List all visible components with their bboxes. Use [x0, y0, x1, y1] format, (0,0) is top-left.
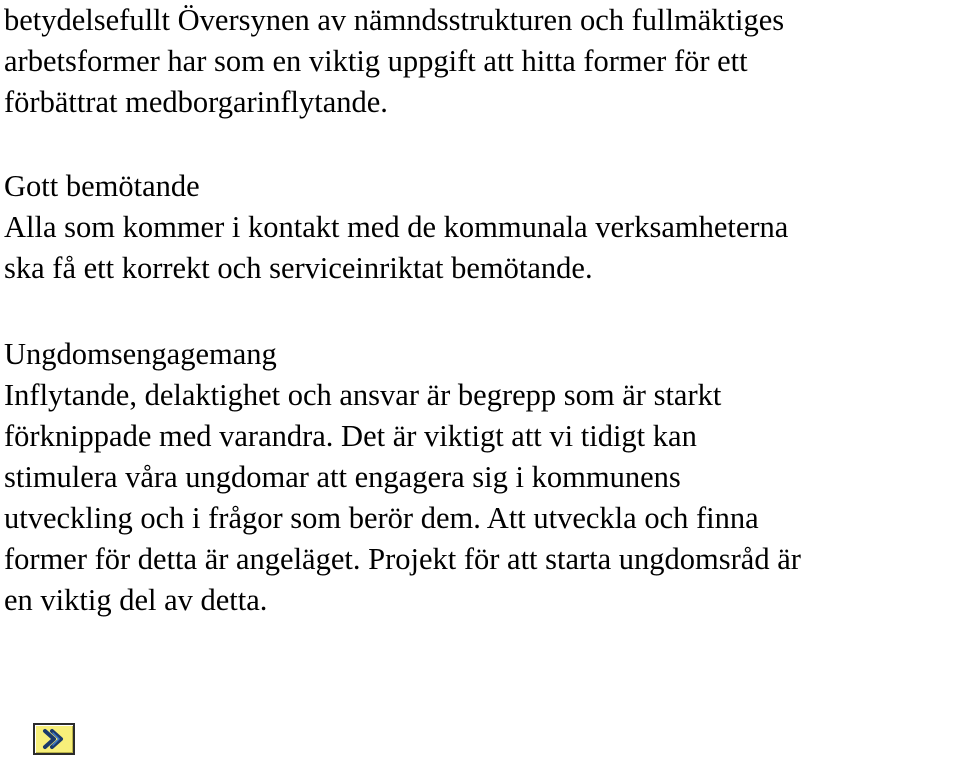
section-text-line: former för detta är angeläget. Projekt för att starta ungdomsråd är: [4, 542, 801, 576]
section-heading: Gott bemötande: [4, 169, 200, 203]
section-text-line: stimulera våra ungdomar att engagera sig i kommunens: [4, 460, 681, 494]
section-text-line: utveckling och i frågor som berör dem. Att utveckla och finna: [4, 501, 759, 535]
document-body: [4, 0, 960, 621]
section-text-line: förknippade med varandra. Det är viktigt att vi tidigt kan: [4, 419, 697, 453]
paragraph-spacer: [4, 123, 960, 166]
next-page-button[interactable]: [33, 723, 75, 755]
intro-line: arbetsformer har som en viktig uppgift att hitta former för ett: [4, 44, 748, 78]
next-arrow-icon: [41, 728, 67, 750]
section-heading: Ungdomsengagemang: [4, 337, 277, 371]
section-text-line: Alla som kommer i kontakt med de kommunala verksamheterna: [4, 210, 789, 244]
paragraph-spacer: [4, 289, 960, 334]
intro-line: förbättrat medborgarinflytande.: [4, 85, 388, 119]
section-text-line: en viktig del av detta.: [4, 583, 268, 617]
section-text-line: ska få ett korrekt och serviceinriktat bemötande.: [4, 251, 593, 285]
intro-line: betydelsefullt Översynen av nämndsstrukturen och fullmäktiges: [4, 3, 785, 37]
section-text-line: Inflytande, delaktighet och ansvar är begrepp som är starkt: [4, 378, 722, 412]
